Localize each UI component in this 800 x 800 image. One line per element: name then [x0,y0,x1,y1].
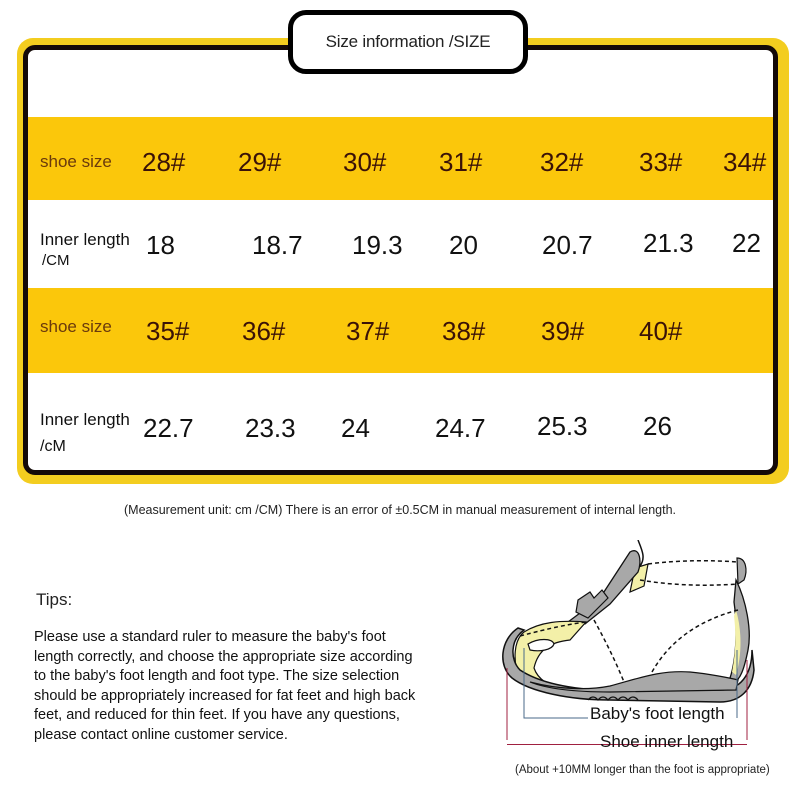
size-cell: 30# [343,147,387,177]
fit-note: (About +10MM longer than the foot is appropriate) [515,764,770,776]
size-cell: 39# [541,316,585,346]
length-cell: 26 [643,411,672,441]
row-label-shoe-size: shoe size [40,152,112,171]
row-label-inner-length: Inner length /cM [40,410,130,455]
size-cell: 32# [540,147,584,177]
length-row-1 [28,200,773,288]
size-row-1 [28,117,773,200]
size-cell: 36# [242,316,286,346]
size-row-2 [28,288,773,373]
length-cell: 23.3 [245,413,296,443]
row-label-shoe-size: shoe size [40,317,112,336]
measurement-note: (Measurement unit: cm /CM) There is an error of ±0.5CM in manual measurement of internal length. [124,503,676,517]
length-cell: 25.3 [537,411,588,441]
size-cell: 38# [442,316,486,346]
length-cell: 24.7 [435,413,486,443]
length-cell: 19.3 [352,230,403,260]
size-cell: 40# [639,316,683,346]
row-label-inner-length: Inner length /CM [40,230,130,269]
tips-title: Tips: [36,590,73,609]
length-cell: 21.3 [643,228,694,258]
page-title: Size information /SIZE [325,32,491,51]
length-cell: 24 [341,413,370,443]
size-cell: 28# [142,147,186,177]
size-cell: 37# [346,316,390,346]
length-row-2 [28,373,773,475]
size-cell: 33# [639,147,683,177]
size-table [23,45,778,475]
tips-body: Please use a standard ruler to measure the baby's foot length correctly, and choose the appropriate size according to the baby's foot length and foot type. The size selection should be appropriately increased for fat feet and high back feet, and reduced for thin feet. If you have any questions, please contact online customer service. [34,629,416,743]
length-cell: 20 [449,230,478,260]
length-cell: 20.7 [542,230,593,260]
inner-length-label: Shoe inner length [600,732,734,751]
length-cell: 22.7 [143,413,194,443]
foot-length-label: Baby's foot length [590,704,725,723]
length-cell: 22 [732,228,761,258]
size-cell: 29# [238,147,282,177]
length-cell: 18 [146,230,175,260]
title-pill [288,10,528,74]
size-cell: 31# [439,147,483,177]
size-cell: 34# [723,147,767,177]
size-cell: 35# [146,316,190,346]
length-cell: 18.7 [252,230,303,260]
